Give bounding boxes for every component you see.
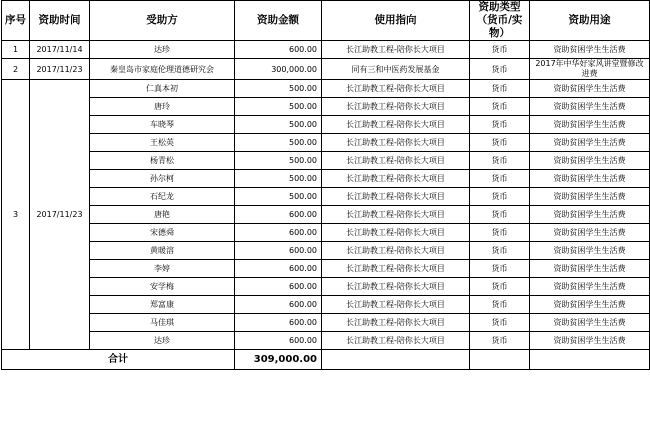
row-direction: 长江助教工程-陪你长大项目 [322, 206, 470, 224]
row-direction: 长江助教工程-陪你长大项目 [322, 188, 470, 206]
row-type: 货币 [470, 41, 530, 59]
row-direction: 长江助教工程-陪你长大项目 [322, 332, 470, 350]
table-body [2, 41, 650, 350]
row-recipient: 达珍 [90, 41, 235, 59]
table-row [2, 134, 650, 152]
row-purpose: 资助贫困学生生活费 [530, 152, 650, 170]
row-direction: 长江助教工程-陪你长大项目 [322, 134, 470, 152]
row-type: 货币 [470, 59, 530, 80]
row-direction: 长江助教工程-陪你长大项目 [322, 278, 470, 296]
row-amount: 500.00 [235, 152, 322, 170]
row-purpose: 资助贫困学生生活费 [530, 170, 650, 188]
table-row [2, 296, 650, 314]
row-amount: 600.00 [235, 242, 322, 260]
row-amount: 500.00 [235, 188, 322, 206]
header-purpose: 资助用途 [530, 1, 650, 41]
table-row [2, 332, 650, 350]
row-direction: 长江助教工程-陪你长大项目 [322, 98, 470, 116]
row-purpose: 资助贫困学生生活费 [530, 98, 650, 116]
row-amount: 500.00 [235, 116, 322, 134]
table-row [2, 260, 650, 278]
row-date: 2017/11/14 [30, 41, 90, 59]
group-date: 2017/11/23 [30, 80, 90, 350]
table-row [2, 278, 650, 296]
row-amount: 500.00 [235, 98, 322, 116]
row-type: 货币 [470, 98, 530, 116]
table-row [2, 98, 650, 116]
row-direction: 长江助教工程-陪你长大项目 [322, 116, 470, 134]
row-type: 货币 [470, 80, 530, 98]
table-row [2, 206, 650, 224]
row-recipient: 马佳琪 [90, 314, 235, 332]
row-amount: 600.00 [235, 224, 322, 242]
row-type: 货币 [470, 134, 530, 152]
row-recipient: 石纪龙 [90, 188, 235, 206]
row-amount: 600.00 [235, 314, 322, 332]
row-direction: 长江助教工程-陪你长大项目 [322, 152, 470, 170]
donation-table [1, 0, 650, 370]
row-seq: 2 [2, 59, 30, 80]
row-purpose: 资助贫困学生生活费 [530, 206, 650, 224]
row-type: 货币 [470, 170, 530, 188]
header-row [2, 1, 650, 41]
header-recipient: 受助方 [90, 1, 235, 41]
total-amount: 309,000.00 [235, 350, 322, 370]
row-recipient: 唐玲 [90, 98, 235, 116]
row-purpose: 资助贫困学生生活费 [530, 116, 650, 134]
row-seq: 1 [2, 41, 30, 59]
table-row [2, 314, 650, 332]
row-recipient: 安学梅 [90, 278, 235, 296]
row-direction: 长江助教工程-陪你长大项目 [322, 260, 470, 278]
header-seq: 序号 [2, 1, 30, 41]
row-type: 货币 [470, 242, 530, 260]
row-recipient: 杨青松 [90, 152, 235, 170]
row-amount: 600.00 [235, 296, 322, 314]
table-row [2, 80, 650, 98]
header-amount: 资助金额 [235, 1, 322, 41]
row-type: 货币 [470, 188, 530, 206]
row-type: 货币 [470, 314, 530, 332]
group-seq: 3 [2, 80, 30, 350]
row-recipient: 郑富康 [90, 296, 235, 314]
row-type: 货币 [470, 278, 530, 296]
total-blank-type [470, 350, 530, 370]
row-purpose: 资助贫困学生生活费 [530, 332, 650, 350]
row-direction: 长江助教工程-陪你长大项目 [322, 314, 470, 332]
row-amount: 600.00 [235, 332, 322, 350]
row-direction: 长江助教工程-陪你长大项目 [322, 242, 470, 260]
row-direction: 长江助教工程-陪你长大项目 [322, 224, 470, 242]
header-date: 资助时间 [30, 1, 90, 41]
row-purpose: 资助贫困学生生活费 [530, 224, 650, 242]
total-blank-purpose [530, 350, 650, 370]
row-type: 货币 [470, 332, 530, 350]
row-recipient: 孙尔柯 [90, 170, 235, 188]
row-recipient: 王松英 [90, 134, 235, 152]
row-type: 货币 [470, 116, 530, 134]
row-purpose: 资助贫困学生生活费 [530, 41, 650, 59]
row-direction: 长江助教工程-陪你长大项目 [322, 41, 470, 59]
row-purpose: 资助贫困学生生活费 [530, 80, 650, 98]
table-row [2, 152, 650, 170]
table-row [2, 224, 650, 242]
row-purpose: 资助贫困学生生活费 [530, 188, 650, 206]
row-direction: 同有三和中医药发展基金 [322, 59, 470, 80]
row-amount: 500.00 [235, 80, 322, 98]
row-direction: 长江助教工程-陪你长大项目 [322, 80, 470, 98]
row-amount: 600.00 [235, 206, 322, 224]
row-date: 2017/11/23 [30, 59, 90, 80]
row-recipient: 李婷 [90, 260, 235, 278]
row-amount: 300,000.00 [235, 59, 322, 80]
row-amount: 500.00 [235, 170, 322, 188]
row-amount: 600.00 [235, 41, 322, 59]
total-label: 合计 [2, 350, 235, 370]
row-type: 货币 [470, 224, 530, 242]
header-direction: 使用指向 [322, 1, 470, 41]
table-row [2, 59, 650, 80]
row-recipient: 黄暖溶 [90, 242, 235, 260]
row-type: 货币 [470, 152, 530, 170]
table-row [2, 188, 650, 206]
row-amount: 500.00 [235, 134, 322, 152]
total-row [2, 350, 650, 370]
row-purpose: 2017年中华好家风讲堂暨修改进费 [530, 59, 650, 80]
table-row [2, 170, 650, 188]
row-amount: 600.00 [235, 260, 322, 278]
table-row [2, 242, 650, 260]
row-recipient: 达珍 [90, 332, 235, 350]
row-recipient: 唐艳 [90, 206, 235, 224]
header-type: 资助类型（货币/实物） [470, 1, 530, 41]
row-type: 货币 [470, 206, 530, 224]
row-purpose: 资助贫困学生生活费 [530, 314, 650, 332]
row-amount: 600.00 [235, 278, 322, 296]
row-type: 货币 [470, 296, 530, 314]
row-purpose: 资助贫困学生生活费 [530, 296, 650, 314]
table-row [2, 41, 650, 59]
table-row [2, 116, 650, 134]
row-recipient: 宋德舜 [90, 224, 235, 242]
row-direction: 长江助教工程-陪你长大项目 [322, 170, 470, 188]
row-purpose: 资助贫困学生生活费 [530, 242, 650, 260]
row-type: 货币 [470, 260, 530, 278]
row-direction: 长江助教工程-陪你长大项目 [322, 296, 470, 314]
row-recipient: 仁真本初 [90, 80, 235, 98]
row-recipient: 秦皇岛市家庭伦理道德研究会 [90, 59, 235, 80]
total-blank-direction [322, 350, 470, 370]
row-purpose: 资助贫困学生生活费 [530, 278, 650, 296]
row-purpose: 资助贫困学生生活费 [530, 134, 650, 152]
row-purpose: 资助贫困学生生活费 [530, 260, 650, 278]
row-recipient: 车晓琴 [90, 116, 235, 134]
